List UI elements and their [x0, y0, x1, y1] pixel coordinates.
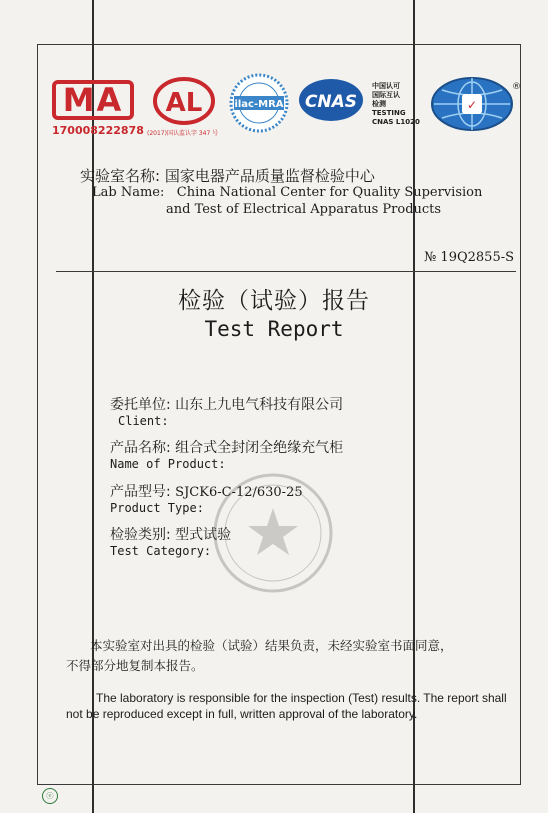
field-label-en: Test Category:: [110, 544, 212, 558]
cma-letters: MA: [62, 81, 124, 119]
cma-code: 170008222878: [52, 124, 144, 137]
field-label-cn: 检验类别:: [110, 527, 171, 543]
report-title-en: Test Report: [204, 317, 344, 341]
corner-mark: ⓔ: [42, 788, 58, 804]
disclaimer-en-line1: The laboratory is responsible for the inspection (Test) results. The report shall: [96, 691, 507, 705]
disclaimer-cn-line2: 不得部分地复制本报告。: [66, 658, 204, 673]
field-product-name: [110, 437, 343, 457]
lab-name-cn: [80, 165, 375, 186]
cma-logo: [52, 80, 134, 120]
field-value: SJCK6-C-12/630-25: [175, 485, 303, 500]
report-title-cn: 检验（试验）报告: [178, 288, 370, 314]
cnas-text: CNAS: [304, 92, 358, 112]
field-value: 型式试验: [175, 527, 232, 543]
field-label-cn: 产品型号:: [110, 484, 171, 500]
cal-logo: [152, 76, 216, 126]
cnas-logo: [298, 78, 364, 122]
field-client: [110, 394, 343, 414]
report-number: № 19Q2855-S: [424, 250, 515, 265]
field-value: 组合式全封闭全绝缘充气柜: [175, 440, 344, 456]
cnas-info: 中国认可 国际互认 检测 TESTING CNAS L1020: [372, 82, 420, 126]
registered-mark: ®: [512, 82, 521, 92]
field-label-en: Client:: [118, 414, 169, 428]
field-label-cn: 产品名称:: [110, 440, 171, 456]
field-label-en: Name of Product:: [110, 457, 226, 471]
ilac-text: ilac-MRA: [234, 99, 284, 110]
globe-logo: [430, 76, 514, 132]
official-seal: [208, 468, 338, 598]
field-label-en: Product Type:: [110, 501, 204, 515]
header-separator: [56, 271, 516, 272]
field-label-cn: 委托单位:: [110, 397, 171, 413]
lab-name-cn-label: 实验室名称:: [80, 167, 161, 185]
accreditation-logos: [52, 72, 526, 142]
svg-text:✓: ✓: [466, 98, 478, 112]
lab-name-cn-value: 国家电器产品质量监督检验中心: [164, 167, 375, 185]
cma-note: (2017)国认监认字 347 号: [147, 130, 219, 137]
ilac-mra-logo: [228, 72, 290, 134]
disclaimer-cn-line1: 本实验室对出具的检验（试验）结果负责，未经实验室书面同意，: [90, 638, 453, 653]
lab-name-en-line1: China National Center for Quality Supervision: [176, 185, 483, 200]
disclaimer-en-line2: not be reproduced except in full, written approval of the laboratory.: [66, 707, 418, 721]
field-value: 山东上九电气科技有限公司: [175, 397, 344, 413]
cal-letters: AL: [165, 88, 203, 118]
lab-name-en-label: Lab Name:: [92, 185, 165, 200]
lab-name-en-line2: and Test of Electrical Apparatus Products: [166, 202, 442, 217]
lab-name-en: [92, 185, 482, 200]
